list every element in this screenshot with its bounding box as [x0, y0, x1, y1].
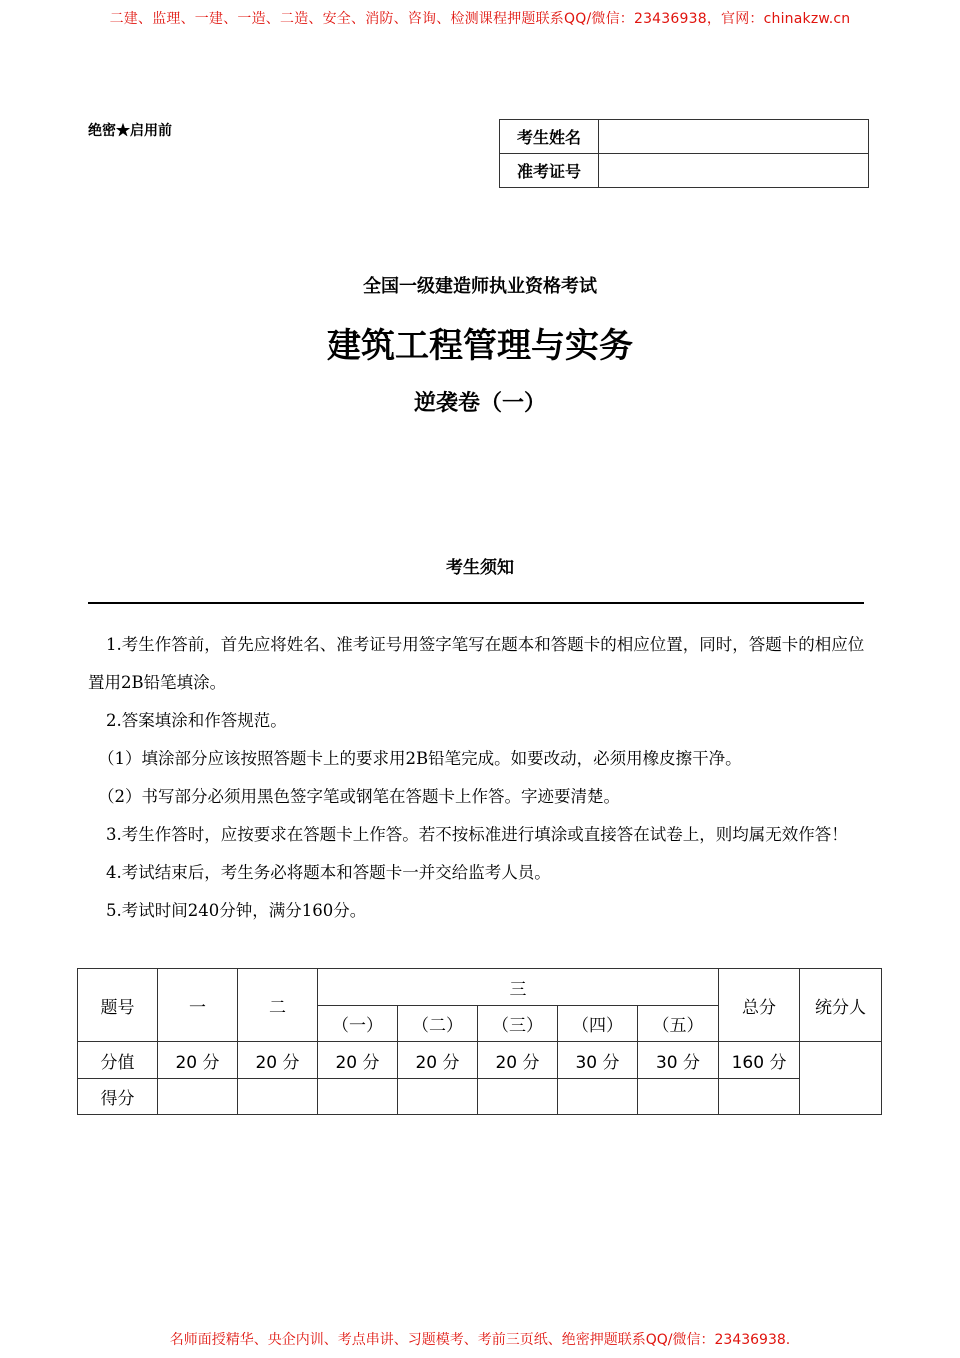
points-cell: 20 分 [318, 1042, 398, 1079]
section-three-header: 三 [318, 969, 719, 1006]
points-cell: 20 分 [398, 1042, 478, 1079]
score-cell[interactable] [558, 1079, 638, 1115]
score-label: 得分 [78, 1079, 158, 1115]
sub-section-header: （二） [398, 1006, 478, 1042]
question-no-header: 题号 [78, 969, 158, 1042]
score-table [77, 968, 882, 1115]
admission-number-label: 准考证号 [500, 154, 599, 188]
candidate-name-field[interactable] [599, 120, 869, 154]
notice-heading: 考生须知 [446, 558, 514, 578]
sub-section-header: （三） [478, 1006, 558, 1042]
sub-section-header: （一） [318, 1006, 398, 1042]
notice-item: （1）填涂部分应该按照答题卡上的要求用2B铅笔完成。如要改动，必须用橡皮擦干净。 [98, 749, 742, 768]
top-promo-banner: 二建、监理、一建、一造、二造、安全、消防、咨询、检测课程押题联系QQ/微信：23436938，官网：chinakzw.cn [109, 11, 851, 27]
points-cell: 160 分 [719, 1042, 800, 1079]
score-cell[interactable] [318, 1079, 398, 1115]
confidential-mark: 绝密★启用前 [88, 123, 172, 139]
notice-item: 1.考生作答前，首先应将姓名、准考证号用签字笔写在题本和答题卡的相应位置，同时，答题卡的相应位置用2B铅笔填涂。 [88, 635, 865, 692]
exam-volume: 逆袭卷（一） [413, 390, 546, 416]
score-cell[interactable] [478, 1079, 558, 1115]
points-cell: 30 分 [638, 1042, 719, 1079]
score-cell[interactable] [638, 1079, 719, 1115]
score-cell[interactable] [158, 1079, 238, 1115]
section-header: 二 [238, 969, 318, 1042]
sub-section-header: （四） [558, 1006, 638, 1042]
section-header: 一 [158, 969, 238, 1042]
admission-number-field[interactable] [599, 154, 869, 188]
score-cell[interactable] [398, 1079, 478, 1115]
candidate-info-box [499, 119, 869, 188]
notice-item: （2）书写部分必须用黑色签字笔或钢笔在答题卡上作答。字迹要清楚。 [98, 787, 620, 806]
total-header: 总分 [719, 969, 800, 1042]
points-cell: 30 分 [558, 1042, 638, 1079]
notice-item: 4.考试结束后，考生务必将题本和答题卡一并交给监考人员。 [106, 863, 551, 882]
candidate-name-label: 考生姓名 [500, 120, 599, 154]
scorer-header: 统分人 [800, 969, 882, 1042]
score-cell[interactable] [719, 1079, 800, 1115]
notice-item: 5.考试时间240分钟，满分160分。 [106, 901, 367, 920]
exam-subtitle: 全国一级建造师执业资格考试 [363, 276, 597, 297]
sub-section-header: （五） [638, 1006, 719, 1042]
scorer-cell[interactable] [800, 1042, 882, 1115]
notice-item: 2.答案填涂和作答规范。 [106, 711, 287, 730]
notice-item: 3.考生作答时，应按要求在答题卡上作答。若不按标准进行填涂或直接答在试卷上，则均属无效作答！ [106, 825, 848, 844]
points-label: 分值 [78, 1042, 158, 1079]
points-cell: 20 分 [158, 1042, 238, 1079]
notice-list [88, 626, 874, 930]
points-cell: 20 分 [238, 1042, 318, 1079]
exam-title: 建筑工程管理与实务 [327, 326, 633, 366]
bottom-promo-banner: 名师面授精华、央企内训、考点串讲、习题模考、考前三页纸、绝密押题联系QQ/微信：23436938. [169, 1332, 791, 1348]
points-cell: 20 分 [478, 1042, 558, 1079]
divider-rule [88, 602, 864, 604]
score-cell[interactable] [238, 1079, 318, 1115]
